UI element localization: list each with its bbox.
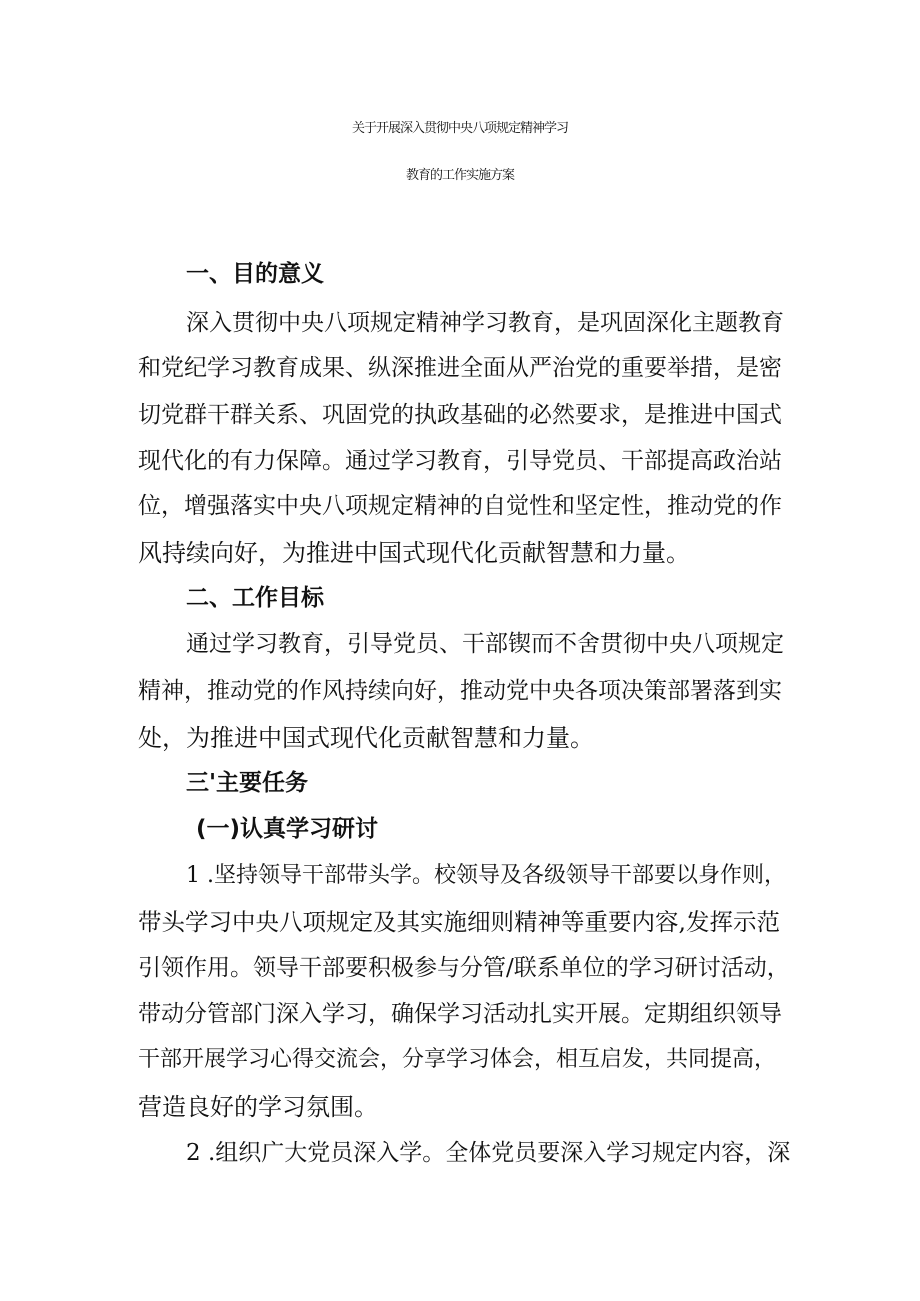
paragraph-line: 深入贯彻中央八项规定精神学习教育，是巩固深化主题教育 bbox=[186, 310, 784, 336]
section-heading-goals: 二、工作目标 bbox=[186, 585, 324, 611]
paragraph-line: 和党纪学习教育成果、纵深推进全面从严治党的重要举措，是密 bbox=[138, 355, 782, 381]
paragraph-line: 切党群干群关系、巩固党的执政基础的必然要求，是推进中国式 bbox=[138, 402, 782, 428]
subsection-heading-study: (一)认真学习研讨 bbox=[196, 816, 379, 842]
document-title-line-2: 教育的工作实施方案 bbox=[405, 168, 514, 183]
document-title-line-1: 关于开展深入贯彻中央八项规定精神学习 bbox=[351, 121, 568, 136]
paragraph-line: 位，增强落实中央八项规定精神的自觉性和坚定性，推动党的作 bbox=[138, 493, 782, 519]
section-heading-purpose: 一、目的意义 bbox=[186, 261, 324, 287]
paragraph-line: 带动分管部门深入学习，确保学习活动扎实开展。定期组织领导 bbox=[138, 1001, 782, 1027]
paragraph-line: 引领作用。领导干部要积极参与分管/联系单位的学习研讨活动， bbox=[138, 955, 790, 981]
paragraph-line: 2 .组织广大党员深入学。全体党员要深入学习规定内容，深 bbox=[186, 1140, 791, 1166]
paragraph-line: 干部开展学习心得交流会，分享学习体会，相互启发，共同提高， bbox=[138, 1047, 777, 1072]
paragraph-line: 通过学习教育，引导党员、干部锲而不舍贯彻中央八项规定 bbox=[186, 631, 784, 657]
paragraph-line: 1 .坚持领导干部带头学。校领导及各级领导干部要以身作则， bbox=[186, 863, 786, 888]
paragraph-line: 营造良好的学习氛围。 bbox=[138, 1093, 378, 1121]
paragraph-line: 精神，推动党的作风持续向好，推动党中央各项决策部署落到实 bbox=[138, 678, 782, 704]
paragraph-line: 带头学习中央八项规定及其实施细则精神等重要内容,发挥示范 bbox=[138, 908, 780, 936]
section-heading-tasks: 三'主要任务 bbox=[186, 770, 309, 796]
paragraph-line: 风持续向好，为推进中国式现代化贡献智慧和力量。 bbox=[138, 539, 690, 567]
paragraph-line: 现代化的有力保障。通过学习教育，引导党员、干部提高政治站 bbox=[138, 448, 782, 474]
paragraph-line: 处，为推进中国式现代化贡献智慧和力量。 bbox=[138, 724, 594, 752]
